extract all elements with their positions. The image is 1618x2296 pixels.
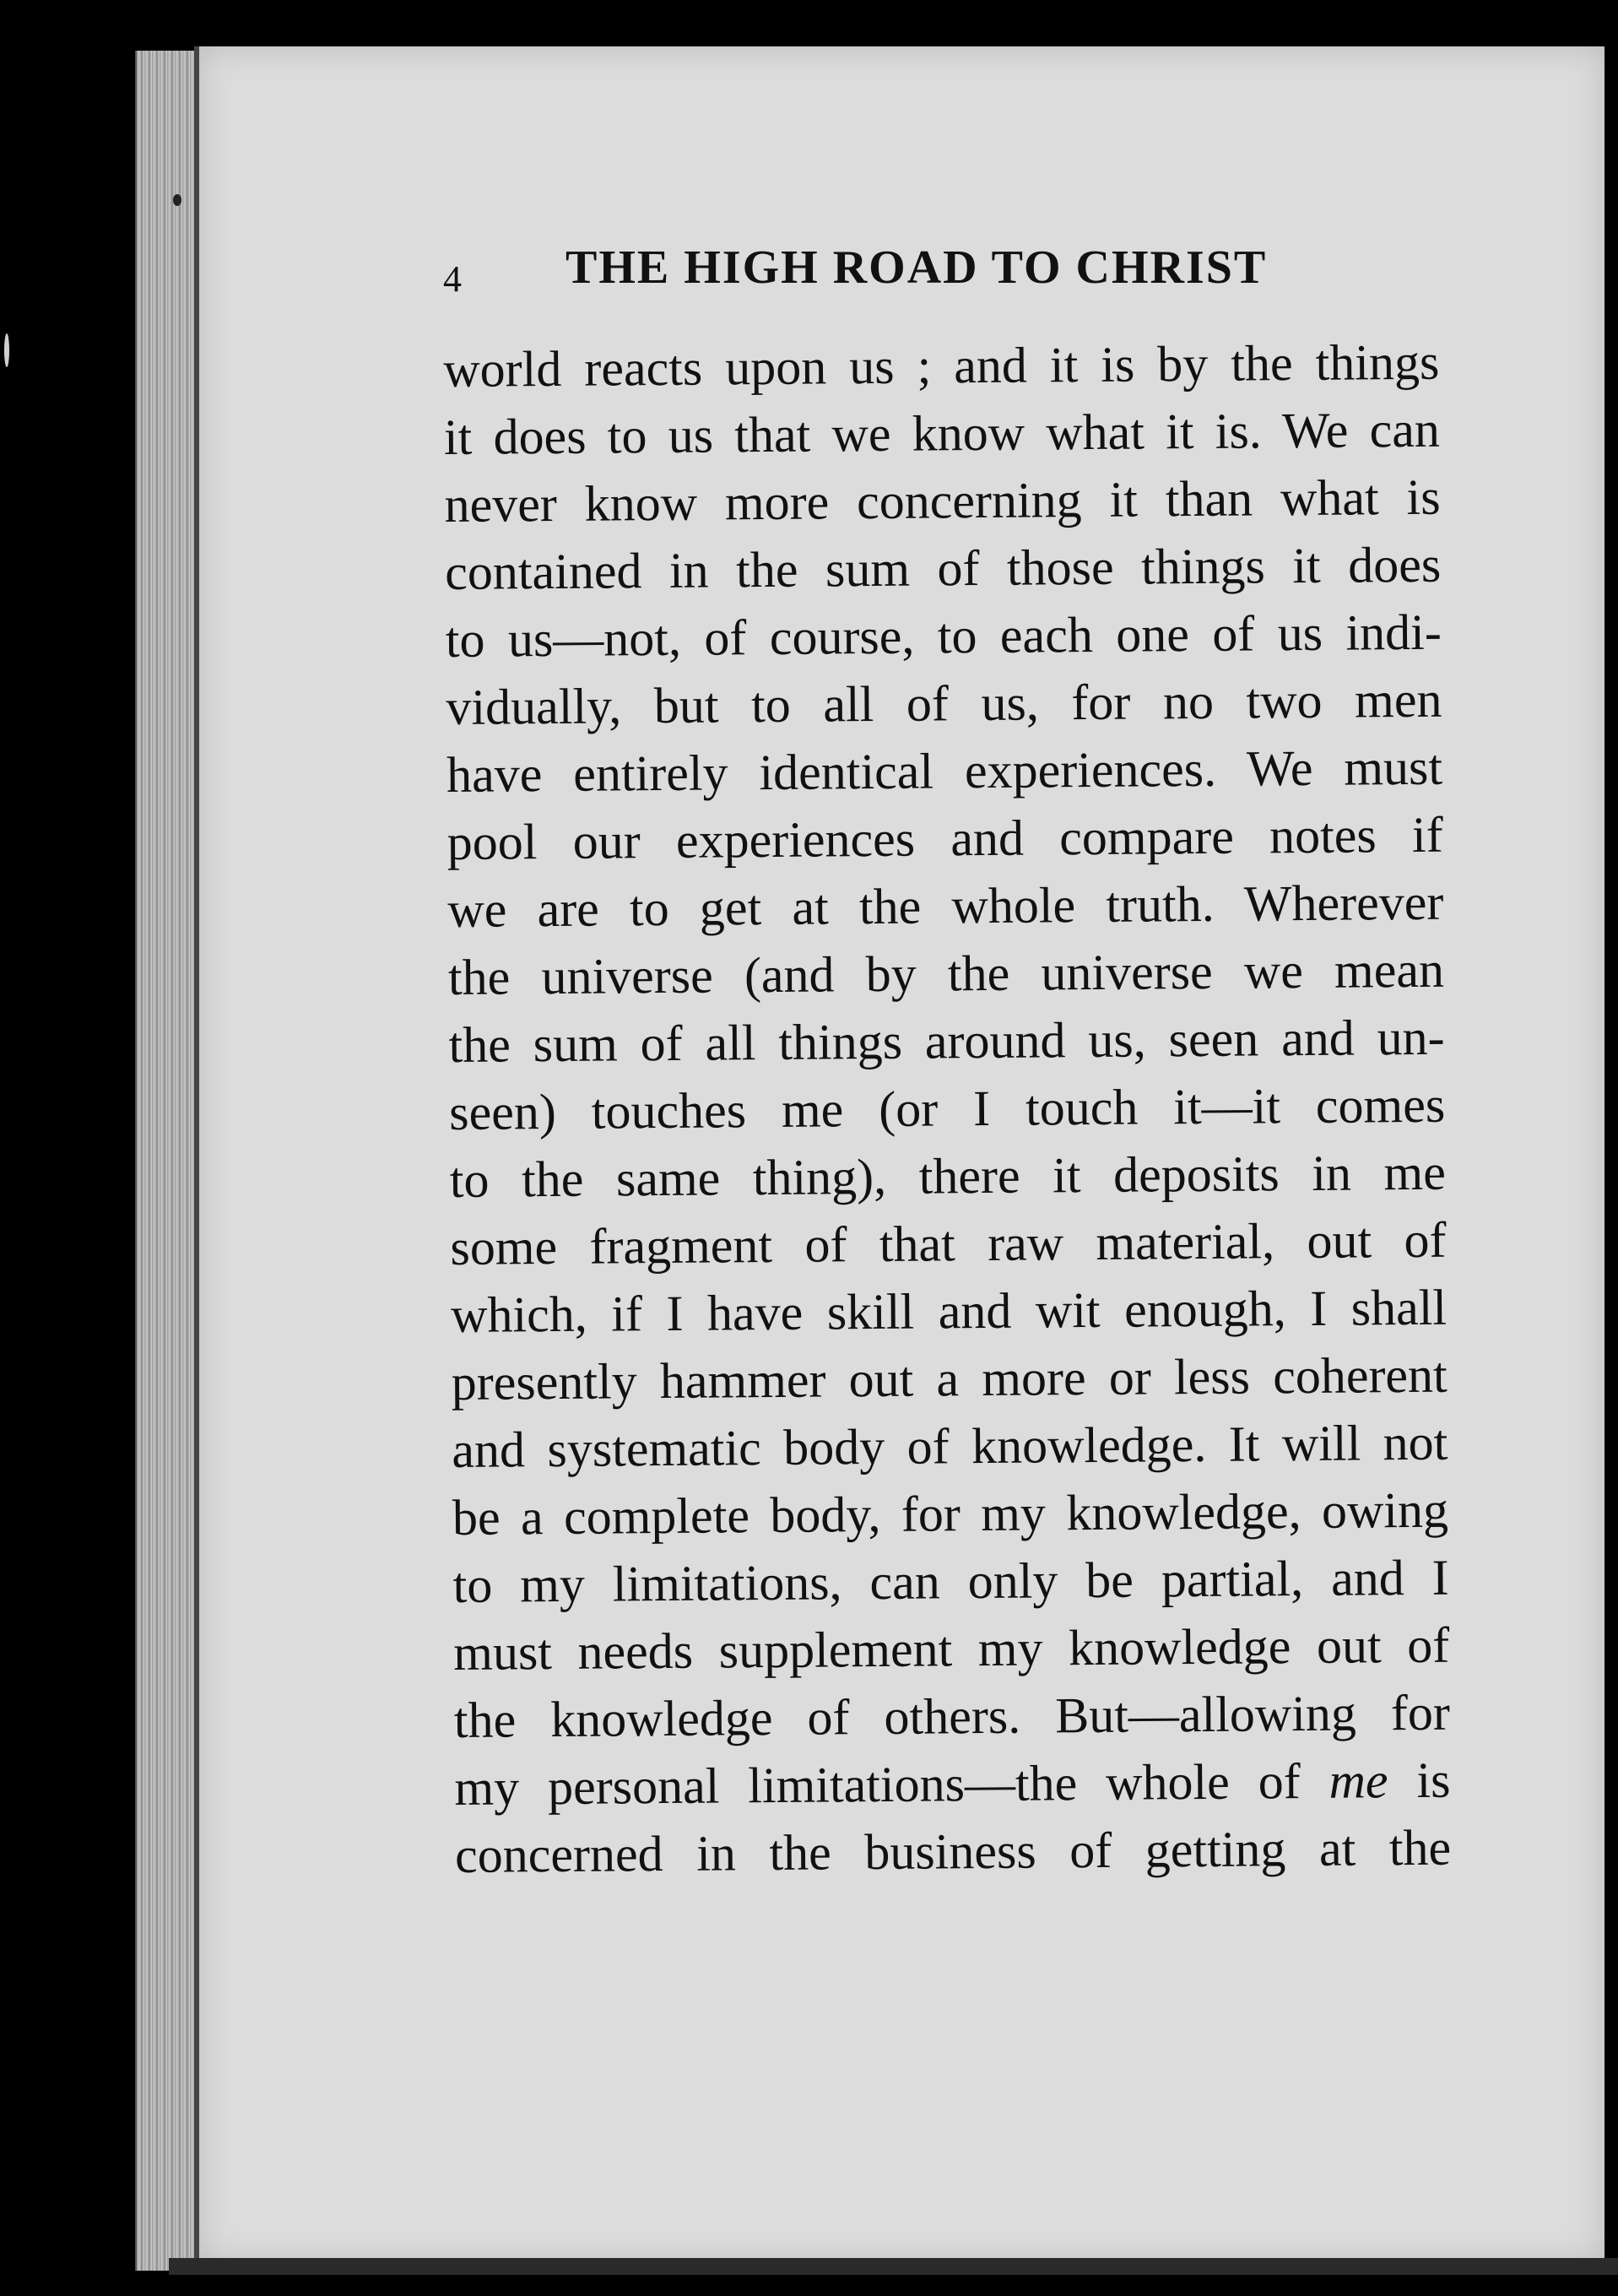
running-header: [443, 241, 1456, 308]
text-line: the sum of all things around us, seen and un-: [448, 1009, 1445, 1073]
text-line: world reacts upon us ; and it is by the things: [443, 333, 1440, 398]
scan-speck: [173, 194, 181, 206]
running-title: THE HIGH ROAD TO CHRIST: [565, 241, 1268, 294]
text-line: be a complete body, for my knowledge, owing: [452, 1481, 1449, 1546]
text-line: some fragment of that raw material, out of: [450, 1211, 1447, 1275]
scan-speck: [4, 333, 9, 367]
text-line: the knowledge of others. But—allowing for: [453, 1684, 1451, 1748]
book-bottom-edge: [169, 2258, 1618, 2275]
text-line: to the same thing), there it deposits in me: [449, 1144, 1447, 1208]
text-line: the universe (and by the universe we mean: [447, 941, 1445, 1005]
text-line: it does to us that we know what it is. We can: [443, 401, 1441, 465]
text-line: presently hammer out a more or less coherent: [451, 1346, 1448, 1411]
text-line: to my limitations, can only be partial, and I: [452, 1549, 1449, 1613]
text-line: never know more concerning it than what is: [444, 468, 1441, 533]
body-text: [443, 328, 1451, 1889]
italic-emphasis: me: [1328, 1752, 1388, 1809]
text-line: contained in the sum of those things it does: [444, 536, 1442, 600]
text-line: which, if I have skill and wit enough, I shall: [450, 1279, 1448, 1343]
text-line: must needs supplement my knowledge out of: [452, 1616, 1450, 1681]
text-line: pool our experiences and compare notes if: [446, 806, 1443, 870]
page-number: 4: [443, 258, 462, 300]
text-line: vidually, but to all of us, for no two men: [446, 671, 1442, 735]
text-line-with-italic: [454, 1746, 1451, 1822]
text-segment: my personal limitations—the whole of: [454, 1752, 1329, 1816]
text-line: concerned in the business of getting at the: [454, 1819, 1452, 1883]
text-line: have entirely identical experiences. We must: [446, 739, 1443, 803]
text-line: we are to get at the whole truth. Wherever: [447, 874, 1444, 938]
text-line: and systematic body of knowledge. It will not: [452, 1414, 1448, 1478]
text-segment: is: [1388, 1752, 1451, 1809]
text-line: to us—not, of course, to each one of us indi-: [445, 604, 1442, 668]
text-line: seen) touches me (or I touch it—it comes: [448, 1076, 1446, 1140]
